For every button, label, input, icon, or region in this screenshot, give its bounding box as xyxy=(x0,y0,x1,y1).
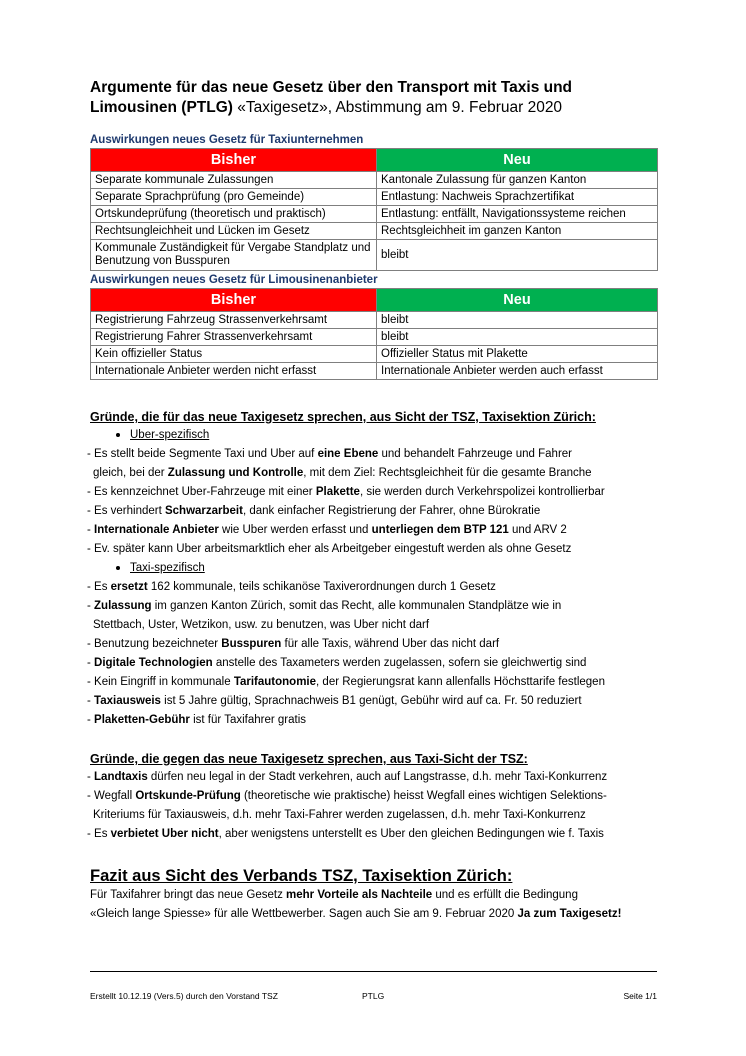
fazit-heading: Fazit aus Sicht des Verbands TSZ, Taxisektion Zürich: xyxy=(90,867,513,885)
list-item: - Kein Eingriff in kommunale Tarifautonomie, der Regierungsrat kann allenfalls Höchsttarife festlegen xyxy=(87,676,605,688)
table2-heading: Auswirkungen neues Gesetz für Limousinenanbieter xyxy=(90,274,378,286)
table-row xyxy=(91,346,658,363)
title-rest: «Taxigesetz», Abstimmung am 9. Februar 2020 xyxy=(232,99,563,116)
footer-left: Erstellt 10.12.19 (Vers.5) durch den Vorstand TSZ xyxy=(90,991,278,1001)
table-row xyxy=(91,172,658,189)
table-row xyxy=(91,189,658,206)
title-bold: Argumente für das neue Gesetz über den Transport mit Taxis und Limousinen (PTLG) xyxy=(90,79,573,116)
table-cell: Internationale Anbieter werden nicht erfasst xyxy=(91,363,377,380)
contra-heading: Gründe, die gegen das neue Taxigesetz sprechen, aus Taxi-Sicht der TSZ: xyxy=(90,752,528,766)
footer-center: PTLG xyxy=(362,991,385,1001)
fazit-text: Für Taxifahrer bringt das neue Gesetz mehr Vorteile als Nachteile und es erfüllt die Bedingung xyxy=(90,889,578,901)
table-row xyxy=(91,223,658,240)
table1-heading: Auswirkungen neues Gesetz für Taxiunternehmen xyxy=(90,134,364,146)
list-item: - Taxiausweis ist 5 Jahre gültig, Sprachnachweis B1 genügt, Gebühr wird auf ca. Fr. 50 reduziert xyxy=(87,695,582,707)
table-cell: Rechtsungleichheit und Lücken im Gesetz xyxy=(91,223,377,240)
table-row xyxy=(91,206,658,223)
list-item: - Es verhindert Schwarzarbeit, dank einfacher Registrierung der Fahrer, ohne Bürokratie xyxy=(87,505,541,517)
footer-right: Seite 1/1 xyxy=(623,991,657,1001)
table-cell: bleibt xyxy=(377,240,658,271)
list-item: - Es kennzeichnet Uber-Fahrzeuge mit einer Plakette, sie werden durch Verkehrspolizei kontrollierbar xyxy=(87,486,605,498)
table-cell: Separate Sprachprüfung (pro Gemeinde) xyxy=(91,189,377,206)
sub-taxi-label: Taxi-spezifisch xyxy=(130,562,205,574)
table-row xyxy=(91,312,658,329)
sub-uber xyxy=(90,426,658,445)
table-cell: Offizieller Status mit Plakette xyxy=(377,346,658,363)
document-page xyxy=(87,78,658,924)
table-cell: Kommunale Zuständigkeit für Vergabe Standplatz und Benutzung von Busspuren xyxy=(91,240,377,271)
table-cell: Ortskundeprüfung (theoretisch und praktisch) xyxy=(91,206,377,223)
table-limousinenanbieter xyxy=(90,288,658,380)
table-cell: Internationale Anbieter werden auch erfasst xyxy=(377,363,658,380)
table-row xyxy=(91,363,658,380)
list-item: Stettbach, Uster, Wetzikon, usw. zu benutzen, was Uber nicht darf xyxy=(93,619,430,631)
list-item: gleich, bei der Zulassung und Kontrolle, mit dem Ziel: Rechtsgleichheit für die gesamte Branche xyxy=(93,467,592,479)
table1-col-bisher: Bisher xyxy=(91,149,377,172)
table-cell: Registrierung Fahrer Strassenverkehrsamt xyxy=(91,329,377,346)
pro-heading: Gründe, die für das neue Taxigesetz sprechen, aus Sicht der TSZ, Taxisektion Zürich: xyxy=(90,410,596,424)
table-cell: Registrierung Fahrzeug Strassenverkehrsamt xyxy=(91,312,377,329)
list-item: Kriteriums für Taxiausweis, d.h. mehr Taxi-Fahrer werden zugelassen, d.h. mehr Taxi-Konkurrenz xyxy=(93,809,586,821)
list-item: - Es verbietet Uber nicht, aber wenigstens unterstellt es Uber den gleichen Bedingungen wie f. Taxis xyxy=(87,828,604,840)
list-item: - Zulassung im ganzen Kanton Zürich, somit das Recht, alle kommunalen Standplätze wie in xyxy=(87,600,562,612)
list-item: - Benutzung bezeichneter Busspuren für alle Taxis, während Uber das nicht darf xyxy=(87,638,500,650)
table-cell: bleibt xyxy=(377,329,658,346)
table-cell: Separate kommunale Zulassungen xyxy=(91,172,377,189)
table-cell: Rechtsgleichheit im ganzen Kanton xyxy=(377,223,658,240)
bullet-icon xyxy=(116,566,120,570)
table-cell: Entlastung: Nachweis Sprachzertifikat xyxy=(377,189,658,206)
sub-uber-label: Uber-spezifisch xyxy=(130,429,210,441)
table2-col-neu: Neu xyxy=(377,289,658,312)
list-item: - Wegfall Ortskunde-Prüfung (theoretische wie praktische) heisst Wegfall eines wichtigen Selektions- xyxy=(87,790,607,802)
table-cell: bleibt xyxy=(377,312,658,329)
list-item: - Landtaxis dürfen neu legal in der Stadt verkehren, auch auf Langstrasse, d.h. mehr Taxi-Konkurrenz xyxy=(87,771,608,783)
list-item: - Ev. später kann Uber arbeitsmarktlich eher als Arbeitgeber eingestuft werden als ohne Gesetz xyxy=(87,543,572,555)
list-item: - Es stellt beide Segmente Taxi und Uber auf eine Ebene und behandelt Fahrzeuge und Fahrer xyxy=(87,448,573,460)
table-taxiunternehmen xyxy=(90,148,658,271)
footer-divider xyxy=(90,971,657,972)
table-cell: Kein offizieller Status xyxy=(91,346,377,363)
bullet-icon xyxy=(116,433,120,437)
list-item: - Digitale Technologien anstelle des Taxameters werden zugelassen, sofern sie gleichwertig sind xyxy=(87,657,587,669)
table-row xyxy=(91,240,658,271)
sub-taxi xyxy=(90,559,658,578)
table-cell: Kantonale Zulassung für ganzen Kanton xyxy=(377,172,658,189)
document-title xyxy=(90,78,658,118)
table1-col-neu: Neu xyxy=(377,149,658,172)
fazit-text: «Gleich lange Spiesse» für alle Wettbewerber. Sagen auch Sie am 9. Februar 2020 Ja zum Taxigesetz! xyxy=(90,908,622,920)
table2-col-bisher: Bisher xyxy=(91,289,377,312)
table-cell: Entlastung: entfällt, Navigationssysteme reichen xyxy=(377,206,658,223)
list-item: - Plaketten-Gebühr ist für Taxifahrer gratis xyxy=(87,714,306,726)
table-row xyxy=(91,329,658,346)
list-item: - Internationale Anbieter wie Uber werden erfasst und unterliegen dem BTP 121 und ARV 2 xyxy=(87,524,567,536)
list-item: - Es ersetzt 162 kommunale, teils schikanöse Taxiverordnungen durch 1 Gesetz xyxy=(87,581,496,593)
